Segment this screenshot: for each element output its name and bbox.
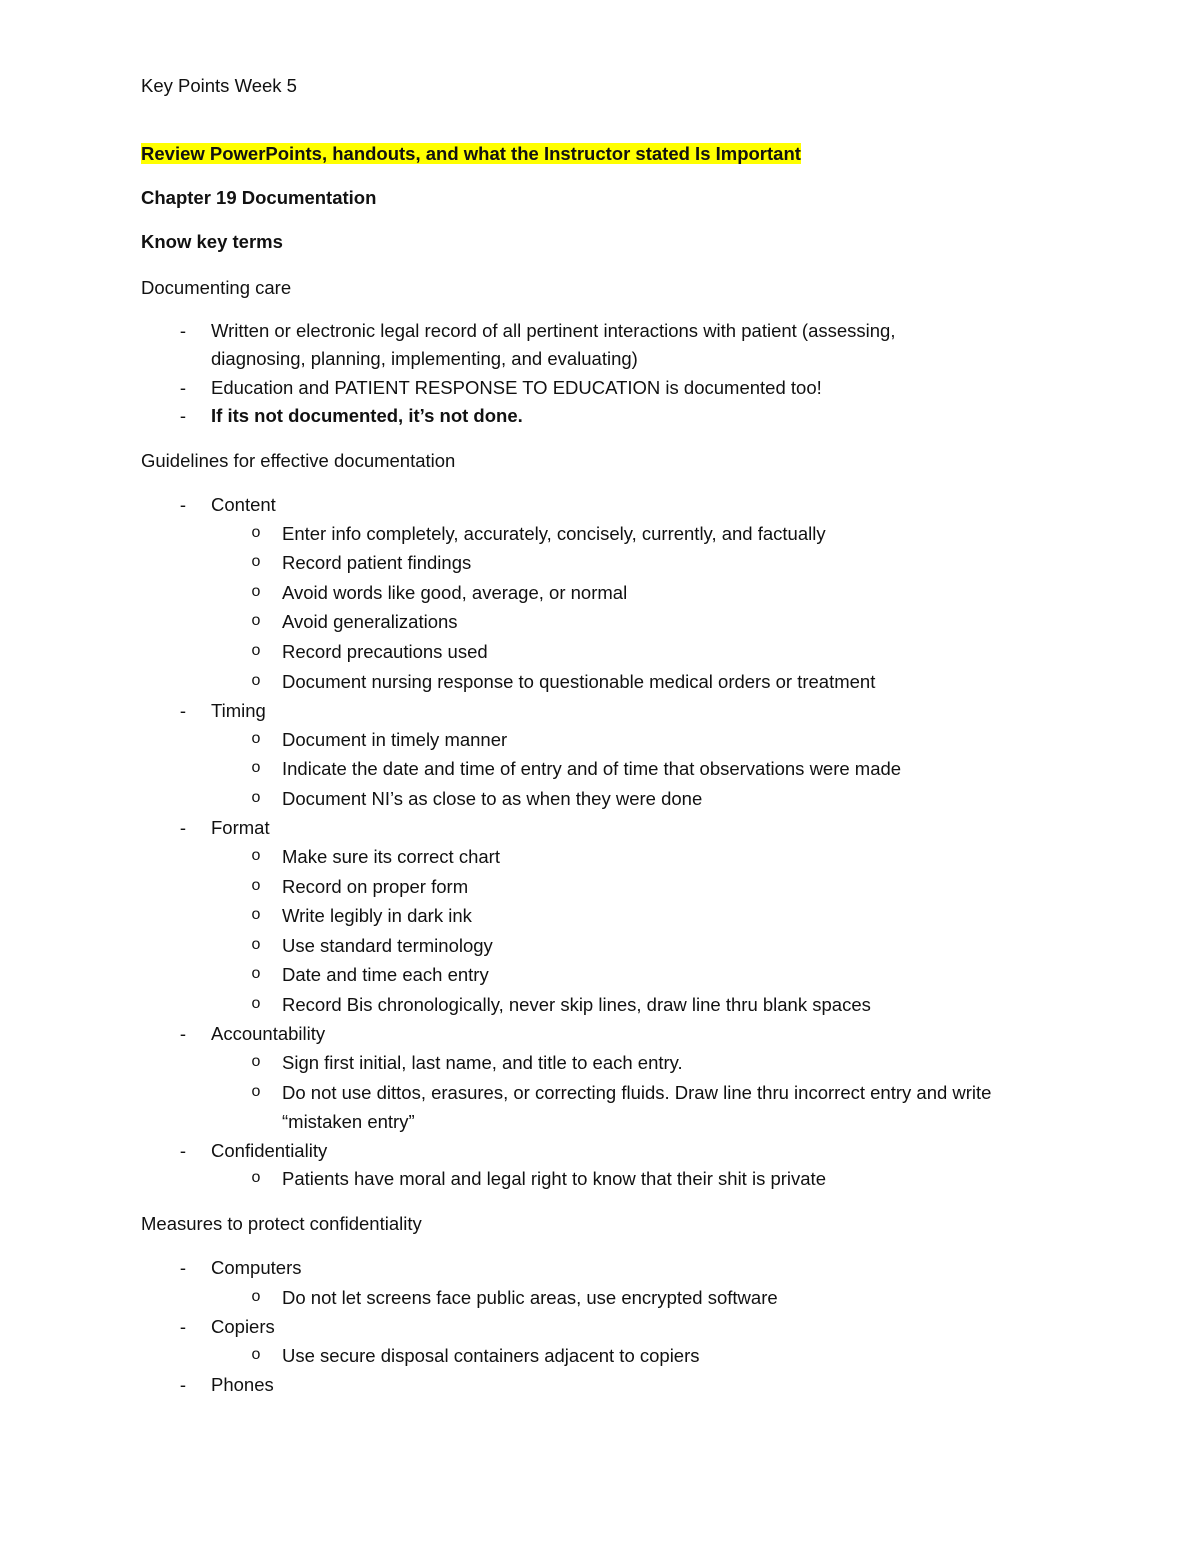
accountability-label: Accountability (211, 1023, 326, 1044)
review-notice (141, 143, 801, 165)
timing-item: Document in timely manner (282, 729, 508, 750)
bullet-marker: o (251, 1053, 261, 1070)
bullet-marker: o (251, 1083, 261, 1100)
dash-marker: - (179, 1316, 187, 1337)
measures-heading: Measures to protect confidentiality (141, 1213, 422, 1234)
bullet-marker: o (251, 1169, 261, 1186)
dash-marker: - (179, 1374, 187, 1395)
bullet-marker: o (251, 877, 261, 894)
key-terms-heading: Know key terms (141, 231, 283, 252)
content-item: Document nursing response to questionable medical orders or treatment (282, 671, 876, 692)
format-item: Make sure its correct chart (282, 846, 500, 867)
dash-marker: - (179, 817, 187, 838)
timing-item: Document NI’s as close to as when they were done (282, 788, 703, 809)
guidelines-heading: Guidelines for effective documentation (141, 450, 456, 471)
bullet-marker: o (251, 553, 261, 570)
bullet-marker: o (251, 789, 261, 806)
accountability-item: Sign first initial, last name, and title to each entry. (282, 1052, 683, 1073)
content-item: Avoid words like good, average, or normal (282, 582, 628, 603)
dash-marker: - (179, 405, 187, 426)
content-item: Record patient findings (282, 552, 472, 573)
confidentiality-label: Confidentiality (211, 1140, 328, 1161)
bullet-marker: o (251, 995, 261, 1012)
bullet-marker: o (251, 672, 261, 689)
computers-label: Computers (211, 1257, 302, 1278)
dash-marker: - (179, 377, 187, 398)
bullet-marker: o (251, 524, 261, 541)
bullet-marker: o (251, 583, 261, 600)
dash-marker: - (179, 1140, 187, 1161)
copiers-item: Use secure disposal containers adjacent to copiers (282, 1345, 700, 1366)
documenting-care-item: Written or electronic legal record of all pertinent interactions with patient (assessing, (211, 320, 896, 341)
bullet-marker: o (251, 730, 261, 747)
content-item: Avoid generalizations (282, 611, 458, 632)
bullet-marker: o (251, 612, 261, 629)
page-header-title: Key Points Week 5 (141, 75, 297, 96)
format-item: Date and time each entry (282, 964, 489, 985)
bullet-marker: o (251, 1288, 261, 1305)
accountability-item: Do not use dittos, erasures, or correcting fluids. Draw line thru incorrect entry and write (282, 1082, 992, 1103)
dash-marker: - (179, 1257, 187, 1278)
format-item: Record on proper form (282, 876, 469, 897)
timing-item: Indicate the date and time of entry and of time that observations were made (282, 758, 902, 779)
bullet-marker: o (251, 759, 261, 776)
bullet-marker: o (251, 642, 261, 659)
content-label: Content (211, 494, 276, 515)
chapter-title: Chapter 19 Documentation (141, 187, 377, 208)
dash-marker: - (179, 1023, 187, 1044)
dash-marker: - (179, 700, 187, 721)
confidentiality-item: Patients have moral and legal right to know that their shit is private (282, 1168, 826, 1189)
format-item: Write legibly in dark ink (282, 905, 472, 926)
bullet-marker: o (251, 936, 261, 953)
bullet-marker: o (251, 965, 261, 982)
documenting-care-item: diagnosing, planning, implementing, and evaluating) (211, 348, 638, 369)
dash-marker: - (179, 320, 187, 341)
format-item: Record Bis chronologically, never skip lines, draw line thru blank spaces (282, 994, 871, 1015)
accountability-item: “mistaken entry” (282, 1111, 415, 1132)
dash-marker: - (179, 494, 187, 515)
phones-label: Phones (211, 1374, 274, 1395)
bullet-marker: o (251, 1346, 261, 1363)
format-item: Use standard terminology (282, 935, 493, 956)
content-item: Record precautions used (282, 641, 488, 662)
copiers-label: Copiers (211, 1316, 275, 1337)
documenting-care-item: If its not documented, it’s not done. (211, 405, 523, 426)
bullet-marker: o (251, 906, 261, 923)
bullet-marker: o (251, 847, 261, 864)
timing-label: Timing (211, 700, 266, 721)
format-label: Format (211, 817, 270, 838)
review-notice-highlight: Review PowerPoints, handouts, and what the Instructor stated Is Important (141, 143, 801, 164)
computers-item: Do not let screens face public areas, use encrypted software (282, 1287, 778, 1308)
documenting-care-item: Education and PATIENT RESPONSE TO EDUCATION is documented too! (211, 377, 822, 398)
documenting-care-heading: Documenting care (141, 277, 292, 298)
content-item: Enter info completely, accurately, concisely, currently, and factually (282, 523, 826, 544)
